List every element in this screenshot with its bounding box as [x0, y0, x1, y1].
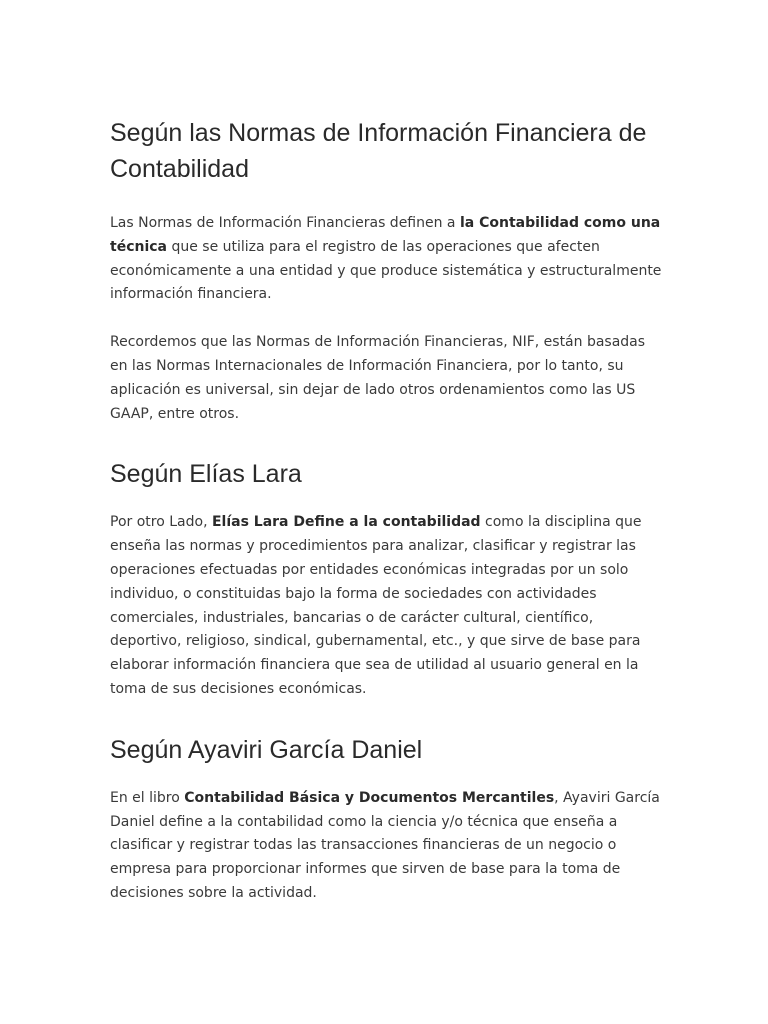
section-heading-elias-lara: Según Elías Lara — [110, 460, 302, 489]
paragraph-text: como la disciplina que enseña las normas y procedimientos para analizar, clasificar y registrar las operaciones efectuadas por entidades económicas integradas por un solo individuo, o constituidas bajo la forma de sociedades con actividades comerciales, industriales, bancarias o de carácter cultural, científico, deportivo, religioso, sindical, gubernamental, etc., y que sirve de base para elaborar información financiera que sea de utilidad al usuario general en la toma de sus decisiones económicas. — [110, 514, 642, 697]
section-heading-nif: Según las Normas de Información Financiera de Contabilidad — [110, 119, 647, 183]
bold-phrase: Elías Lara Define a la contabilidad — [211, 514, 481, 531]
paragraph-text: , Ayaviri García Daniel define a la contabilidad como la ciencia y/o técnica que enseña a clasificar y registrar todas las transacciones financieras de un negocio o empresa para proporcionar informes que sirven de base para la toma de decisiones sobre la actividad. — [110, 789, 660, 901]
document-page — [110, 0, 662, 906]
paragraph-nif-definition — [110, 212, 662, 307]
paragraph-text: Por otro Lado, — [110, 514, 212, 531]
paragraph-text: Las Normas de Información Financieras definen a — [110, 215, 460, 231]
paragraph-elias-lara — [110, 511, 662, 701]
paragraph-ayaviri — [110, 787, 662, 906]
paragraph-text: que se utiliza para el registro de las operaciones que afecten económicamente a una entidad y que produce sistemática y estructuralmente información financiera. — [110, 238, 662, 303]
bold-phrase: la Contabilidad como una técnica — [110, 215, 661, 255]
bold-phrase: Contabilidad Básica y Documentos Mercantiles — [184, 789, 555, 806]
paragraph-nif-basis: Recordemos que las Normas de Información Financieras, NIF, están basadas en las Normas Internacionales de Información Financiera, por lo tanto, su aplicación es universal, sin dejar de lado otros ordenamientos como las US GAAP, entre otros. — [110, 334, 646, 422]
section-heading-ayaviri: Según Ayaviri García Daniel — [110, 735, 423, 764]
paragraph-text: En el libro — [110, 789, 185, 806]
